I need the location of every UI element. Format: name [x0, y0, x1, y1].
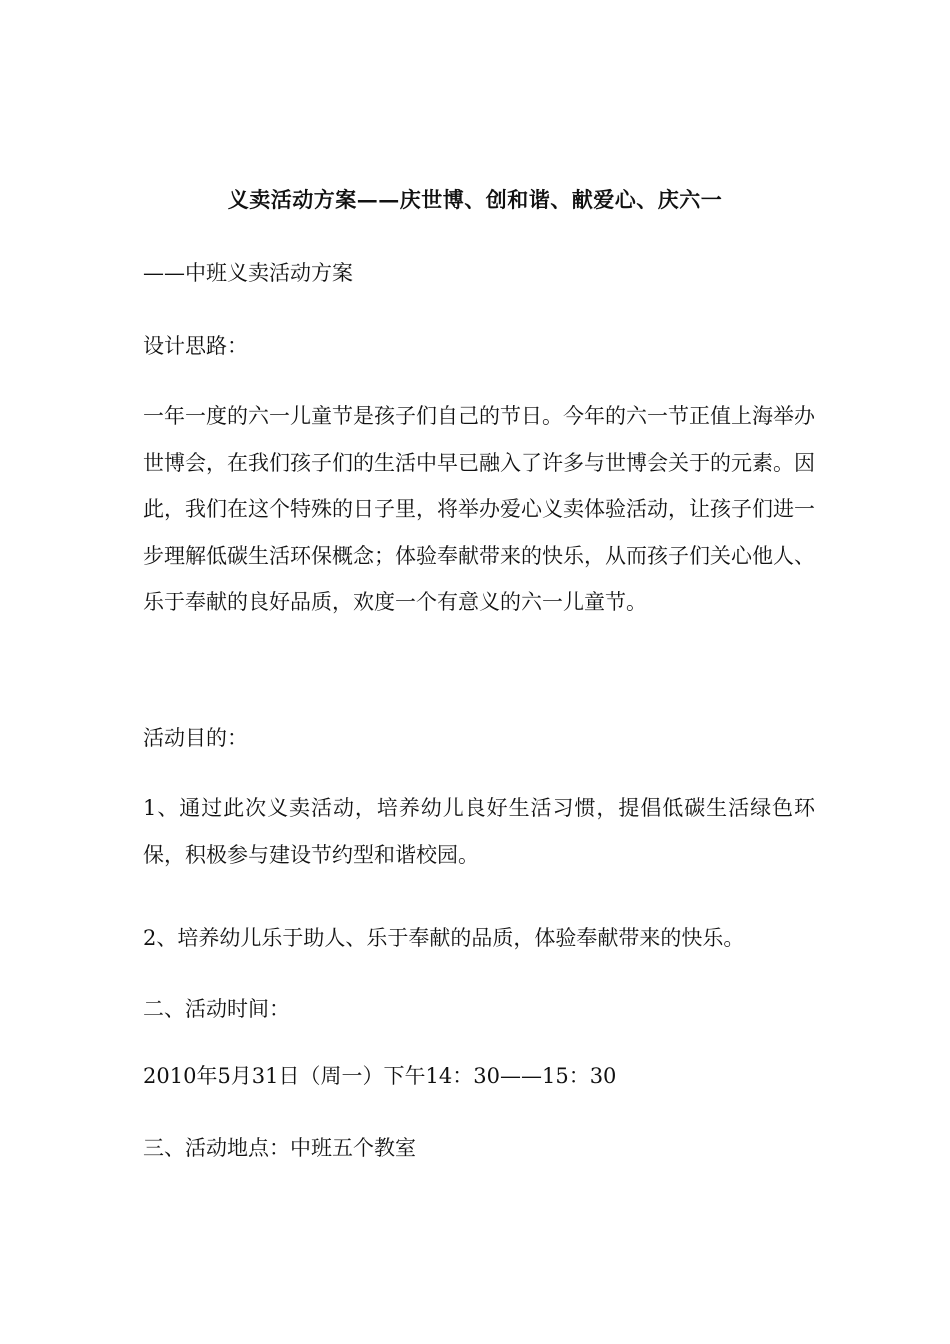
document-subtitle: ——中班义卖活动方案: [143, 261, 353, 285]
time-value: 2010年5月31日（周一）下午14：30——15：30: [143, 1064, 617, 1088]
time-heading: 二、活动时间：: [143, 997, 290, 1021]
goal-item: 1、通过此次义卖活动，培养幼儿良好生活习惯，提倡低碳生活绿色环保，积极参与建设节约型和谐校园。: [143, 796, 815, 867]
goal-item: 2、培养幼儿乐于助人、乐于奉献的品质，体验奉献带来的快乐。: [143, 926, 745, 950]
document-title: 义卖活动方案——庆世博、创和谐、献爱心、庆六一: [227, 187, 723, 212]
design-paragraph: 一年一度的六一儿童节是孩子们自己的节日。今年的六一节正值上海举办世博会，在我们孩子们的生活中早已融入了许多与世博会关于的元素。因此，我们在这个特殊的日子里，将举办爱心义卖体验活动，让孩子们进一步理解低碳生活环保概念；体验奉献带来的快乐，从而孩子们关心他人、乐于奉献的良好品质，欢度一个有意义的六一儿童节。: [143, 404, 815, 614]
goals-heading: 活动目的：: [143, 726, 248, 750]
place-line: 三、活动地点：中班五个教室: [143, 1136, 416, 1160]
design-heading: 设计思路：: [143, 334, 248, 358]
